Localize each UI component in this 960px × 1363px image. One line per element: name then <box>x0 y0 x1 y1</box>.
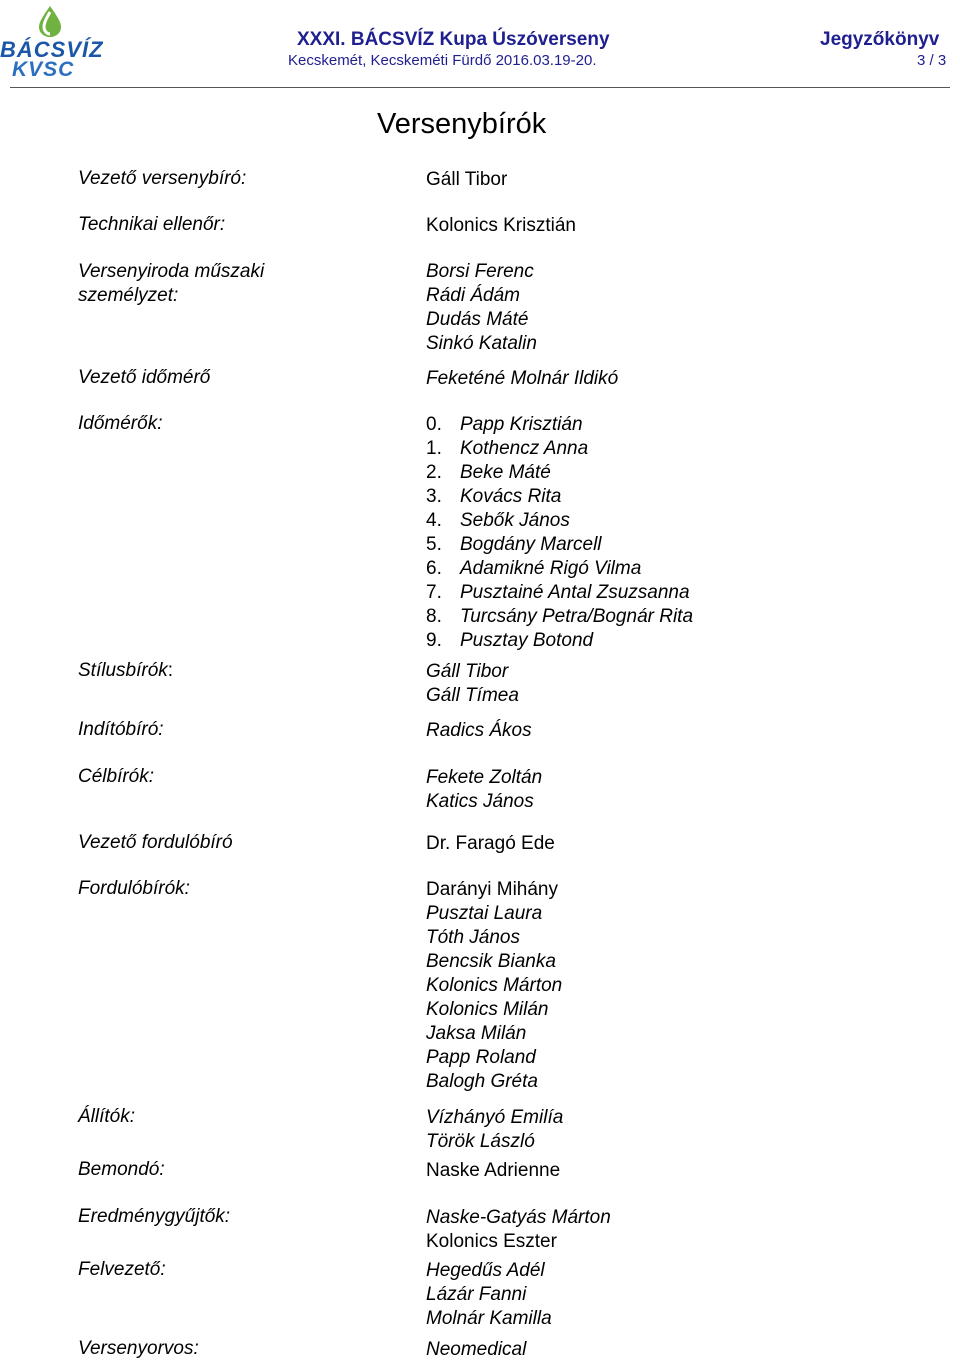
timers-list <box>426 413 693 653</box>
value-vezeto-fordulobiro <box>426 832 555 856</box>
timer-number: 4. <box>426 510 442 531</box>
label-eredmenygyujtok: Eredménygyűjtők: <box>78 1206 231 1227</box>
timer-row <box>426 557 693 581</box>
timer-number: 9. <box>426 630 442 651</box>
name-item: Naske-Gatyás Márton <box>426 1207 611 1228</box>
label-bemondo: Bemondó: <box>78 1159 165 1180</box>
logo <box>0 4 120 82</box>
label-allitok: Állítók: <box>78 1106 136 1127</box>
timer-number: 7. <box>426 582 442 603</box>
value-felvezeto <box>426 1259 552 1331</box>
logo-text-top: BÁCSVÍZ <box>0 37 104 62</box>
timer-number: 5. <box>426 534 442 555</box>
value-technikai-ellenor <box>426 214 576 238</box>
timer-row <box>426 629 693 653</box>
name-item: Naske Adrienne <box>426 1160 561 1181</box>
name-item: Feketéné Molnár Ildikó <box>426 368 619 389</box>
name-item: Katics János <box>426 791 534 812</box>
timer-number: 3. <box>426 486 442 507</box>
logo-drop-icon <box>35 4 65 38</box>
timer-row <box>426 461 693 485</box>
name-item: Gáll Tímea <box>426 685 519 706</box>
value-allitok <box>426 1106 563 1154</box>
label-felvezeto: Felvezető: <box>78 1259 166 1280</box>
label-technikai-ellenor: Technikai ellenőr: <box>78 214 226 235</box>
timer-row <box>426 605 693 629</box>
value-vezeto-versenybiro <box>426 168 507 192</box>
timer-row <box>426 485 693 509</box>
timer-name: Pusztainé Antal Zsuzsanna <box>460 582 690 603</box>
page-title: Versenybírók <box>377 108 547 140</box>
name-item: Molnár Kamilla <box>426 1308 552 1329</box>
timer-name: Bogdány Marcell <box>460 534 602 555</box>
name-item: Tóth János <box>426 927 520 948</box>
name-item: Pusztai Laura <box>426 903 543 924</box>
name-item: Gáll Tibor <box>426 661 509 682</box>
logo-text-bottom: KVSC <box>12 58 75 81</box>
name-item: Balogh Gréta <box>426 1071 538 1092</box>
timer-name: Kothencz Anna <box>460 438 589 459</box>
label-versenyiroda-line1: Versenyiroda műszaki <box>78 261 265 282</box>
timer-number: 8. <box>426 606 442 627</box>
name-item: Kolonics Milán <box>426 999 549 1020</box>
document-type: Jegyzőkönyv <box>820 29 940 50</box>
name-item: Kolonics Márton <box>426 975 563 996</box>
name-item: Sinkó Katalin <box>426 333 537 354</box>
name-item: Darányi Mihány <box>426 879 558 900</box>
timer-row <box>426 533 693 557</box>
timer-name: Beke Máté <box>460 462 551 483</box>
name-item: Jaksa Milán <box>426 1023 527 1044</box>
name-item: Vízhányó Emilía <box>426 1107 564 1128</box>
competition-location-date: Kecskemét, Kecskeméti Fürdő 2016.03.19-20. <box>288 52 597 69</box>
name-item: Hegedűs Adél <box>426 1260 545 1281</box>
name-item: Neomedical <box>426 1339 527 1360</box>
header-divider <box>10 87 950 88</box>
label-vezeto-idomero: Vezető időmérő <box>78 367 211 388</box>
name-item: Bencsik Bianka <box>426 951 556 972</box>
value-eredmenygyujtok <box>426 1206 611 1254</box>
name-item: Kolonics Eszter <box>426 1231 557 1252</box>
value-fordulobirok <box>426 878 562 1094</box>
timer-name: Turcsány Petra/Bognár Rita <box>460 606 694 627</box>
label-versenyiroda-line2: személyzet: <box>78 285 179 306</box>
name-item: Fekete Zoltán <box>426 767 543 788</box>
name-item: Kolonics Krisztián <box>426 215 576 236</box>
timer-row <box>426 509 693 533</box>
label-vezeto-versenybiro: Vezető versenybíró: <box>78 168 247 189</box>
name-item: Dudás Máté <box>426 309 529 330</box>
value-stilusbirok <box>426 660 519 708</box>
value-bemondo <box>426 1159 560 1183</box>
timer-row <box>426 437 693 461</box>
label-inditobiro: Indítóbíró: <box>78 719 164 740</box>
timer-name: Kovács Rita <box>460 486 562 507</box>
timer-row <box>426 413 693 437</box>
competition-title: XXXI. BÁCSVÍZ Kupa Úszóverseny <box>297 29 610 50</box>
label-idomerok: Időmérők: <box>78 413 163 434</box>
label-versenyiroda <box>78 260 264 308</box>
timer-name: Pusztay Botond <box>460 630 594 651</box>
page-number: 3 / 3 <box>917 52 947 69</box>
label-stilusbirok <box>78 660 173 682</box>
value-inditobiro <box>426 719 532 743</box>
label-stilusbirok-colon: : <box>167 660 174 681</box>
value-celbirok <box>426 766 542 814</box>
label-vezeto-fordulobiro: Vezető fordulóbíró <box>78 832 233 853</box>
timer-number: 6. <box>426 558 442 579</box>
timer-row <box>426 581 693 605</box>
name-item: Papp Roland <box>426 1047 536 1068</box>
timer-name: Adamikné Rigó Vilma <box>460 558 642 579</box>
value-versenyorvos <box>426 1338 526 1362</box>
label-fordulobirok: Fordulóbírók: <box>78 878 190 899</box>
timer-number: 0. <box>426 414 442 435</box>
label-versenyorvos: Versenyorvos: <box>78 1338 199 1359</box>
name-item: Gáll Tibor <box>426 169 508 190</box>
timer-number: 2. <box>426 462 442 483</box>
timer-name: Papp Krisztián <box>460 414 583 435</box>
label-celbirok: Célbírók: <box>78 766 155 787</box>
timer-name: Sebők János <box>460 510 570 531</box>
label-stilusbirok-text: Stílusbírók <box>78 660 168 681</box>
name-item: Borsi Ferenc <box>426 261 534 282</box>
value-vezeto-idomero <box>426 367 618 391</box>
name-item: Lázár Fanni <box>426 1284 527 1305</box>
value-versenyiroda <box>426 260 537 356</box>
name-item: Török László <box>426 1131 535 1152</box>
timer-number: 1. <box>426 438 442 459</box>
name-item: Dr. Faragó Ede <box>426 833 555 854</box>
name-item: Rádi Ádám <box>426 285 520 306</box>
name-item: Radics Ákos <box>426 720 532 741</box>
